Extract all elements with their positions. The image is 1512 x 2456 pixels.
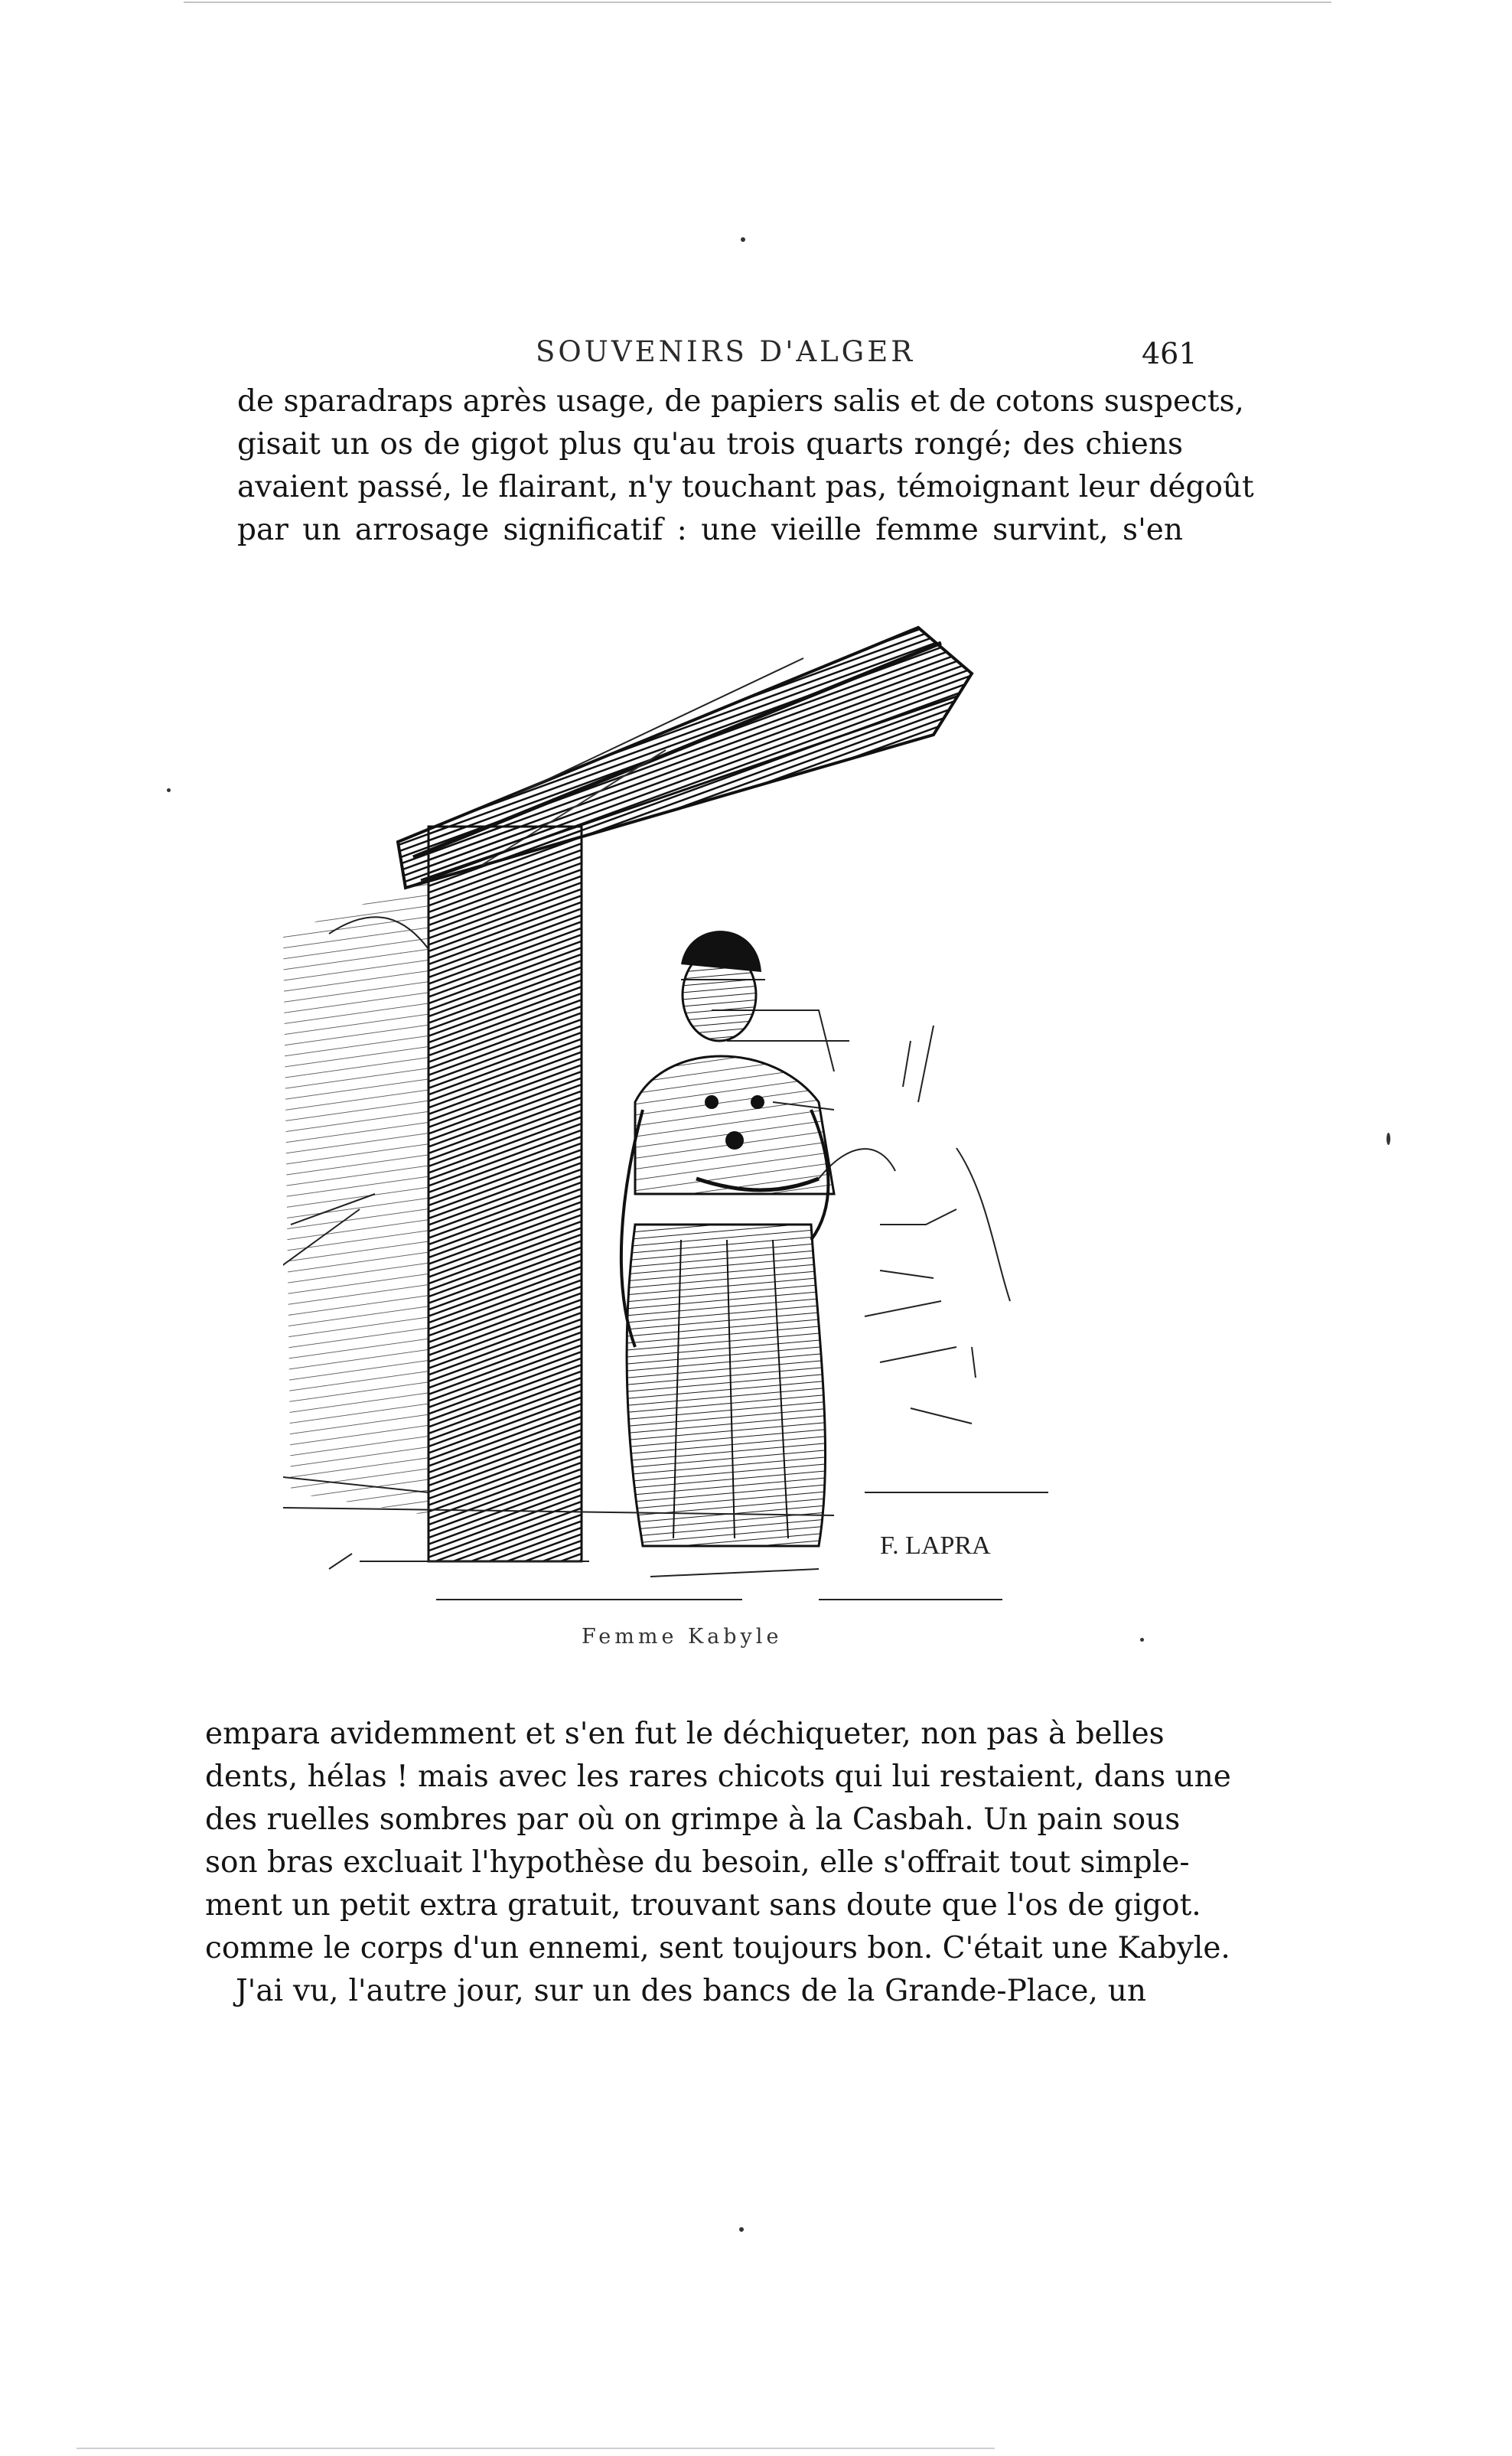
scan-speck [739, 2227, 744, 2232]
scan-speck [1140, 1638, 1144, 1642]
text-line: son bras excluait l'hypothèse du besoin, elle s'offrait tout simple- [205, 1845, 1190, 1880]
running-head: SOUVENIRS D'ALGER [536, 335, 916, 368]
text-line: par un arrosage significatif : une vieille femme survint, s'en [237, 513, 1183, 547]
text-line: comme le corps d'un ennemi, sent toujours bon. C'était une Kabyle. [205, 1931, 1230, 1965]
scan-speck [741, 237, 745, 242]
text-line: ment un petit extra gratuit, trouvant sans doute que l'os de gigot. [205, 1888, 1201, 1923]
illustration-caption: Femme Kabyle [582, 1625, 783, 1649]
text-line: de sparadraps après usage, de papiers salis et de cotons suspects, [237, 384, 1244, 419]
scan-edge-bottom [77, 2448, 995, 2449]
artist-signature: F. LAPRA [880, 1531, 991, 1560]
page-number: 461 [1142, 337, 1198, 370]
left-wall-shading [283, 880, 429, 1515]
text-line: gisait un os de gigot plus qu'au trois quarts rongé; des chiens [237, 427, 1183, 462]
kabyle-woman-illustration [283, 612, 1110, 1607]
text-block-bottom [205, 1713, 1231, 2013]
text-line: dents, hélas ! mais avec les rares chicots qui lui restaient, dans une [205, 1760, 1231, 1794]
text-block-top [237, 380, 1254, 552]
text-line: empara avidemment et s'en fut le déchiqueter, non pas à belles [205, 1717, 1165, 1751]
scan-speck [1387, 1133, 1390, 1145]
scan-edge-top [184, 2, 1331, 3]
text-line: J'ai vu, l'autre jour, sur un des bancs de la Grande-Place, un [236, 1974, 1146, 2008]
text-line: des ruelles sombres par où on grimpe à la Casbah. Un pain sous [205, 1802, 1181, 1837]
text-line: avaient passé, le flairant, n'y touchant pas, témoignant leur dégoût [237, 470, 1254, 504]
woman-figure [621, 931, 834, 1546]
scan-speck [167, 788, 171, 792]
wooden-post [429, 827, 582, 1561]
